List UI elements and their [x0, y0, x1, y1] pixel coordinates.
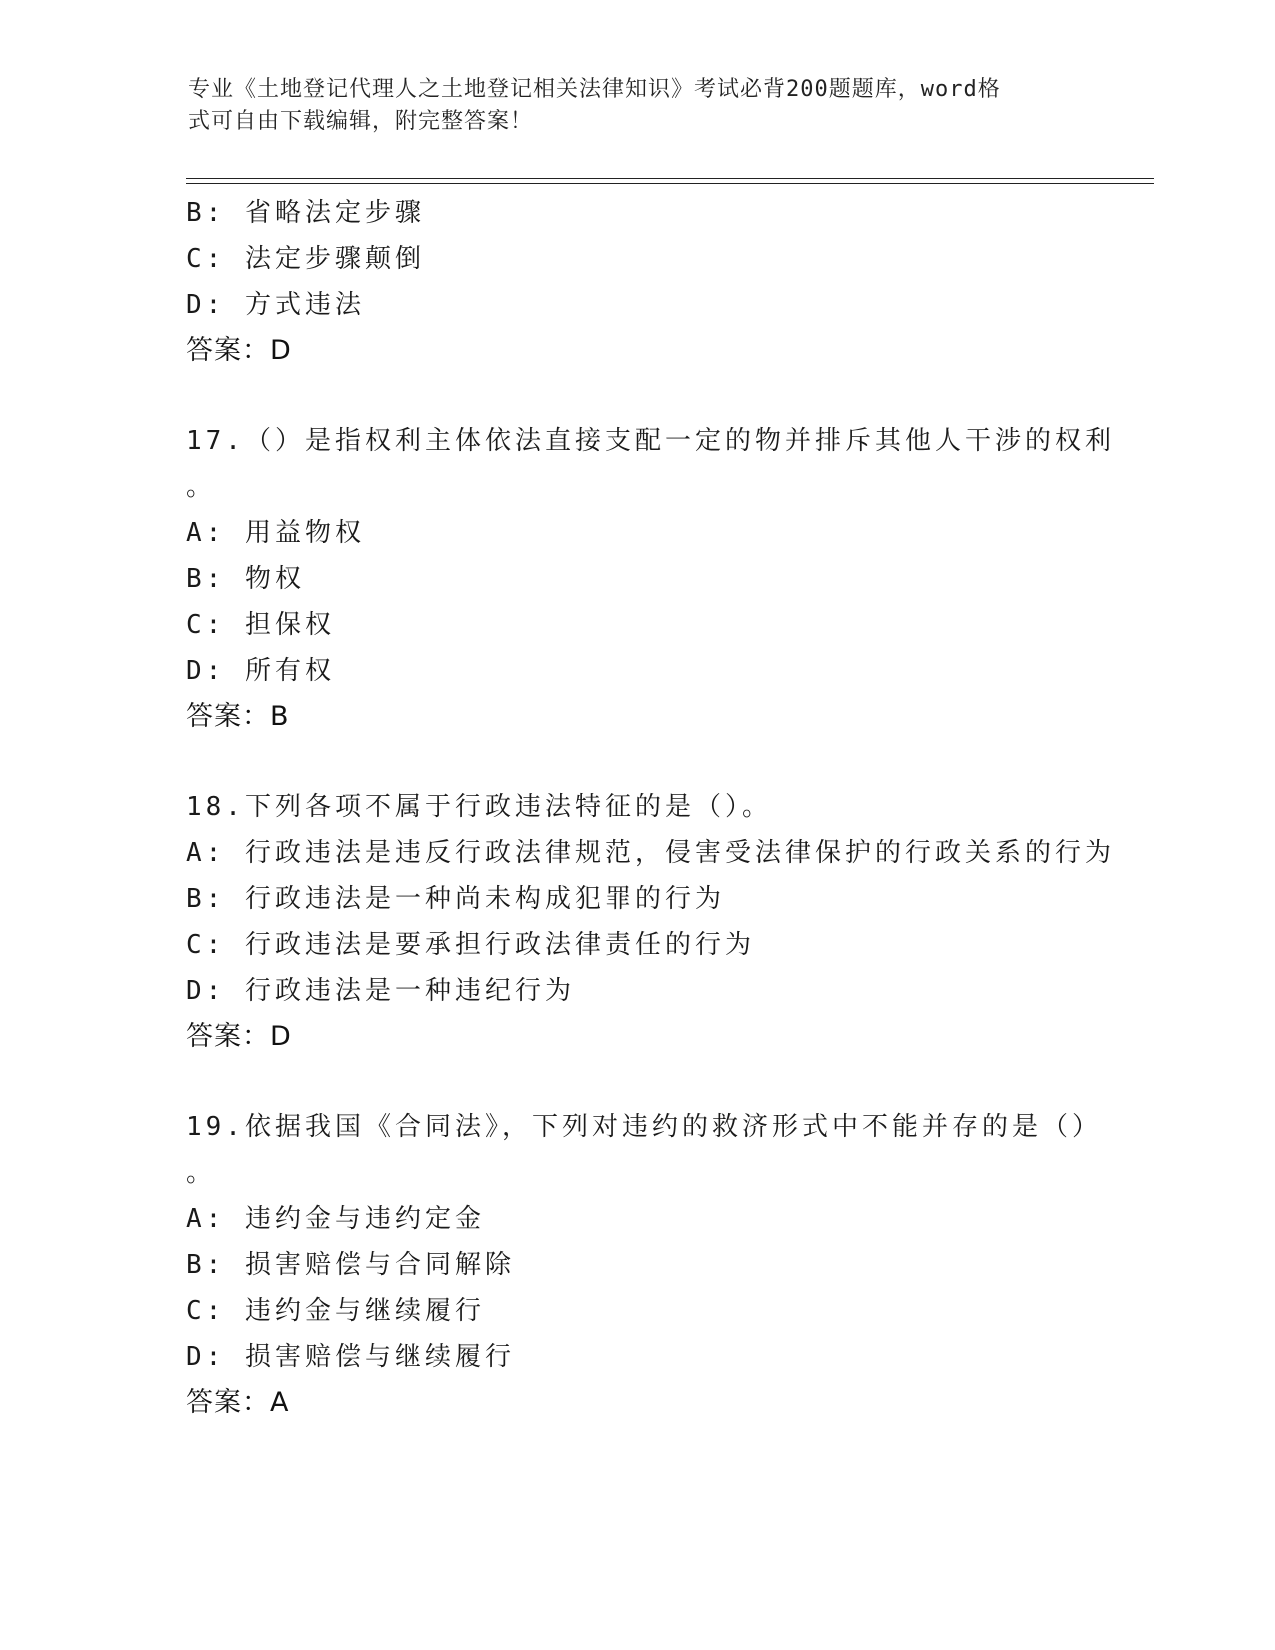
option-b: B: 行政违法是一种尚未构成犯罪的行为 [186, 884, 725, 914]
header-rule-top [186, 178, 1154, 179]
option-b: B: 物权 [186, 564, 305, 594]
option-c: C: 法定步骤颠倒 [186, 244, 425, 274]
question-stem: 19.依据我国《合同法》，下列对违约的救济形式中不能并存的是（） [186, 1112, 1102, 1142]
question-19 [186, 1104, 1102, 1426]
question-16-tail [186, 190, 1086, 374]
document-body [186, 190, 1115, 1426]
document-header [188, 74, 1068, 138]
option-c: C: 违约金与继续履行 [186, 1296, 485, 1326]
question-stem: 18.下列各项不属于行政违法特征的是（）。 [186, 792, 772, 822]
question-17 [186, 418, 1115, 740]
header-line-2: 式可自由下载编辑，附完整答案！ [188, 109, 534, 134]
option-b: B: 省略法定步骤 [186, 198, 425, 228]
answer-line: 答案：D [186, 1021, 292, 1052]
question-stem-continuation: 。 [186, 1158, 217, 1188]
question-stem-continuation: 。 [186, 472, 217, 502]
header-rule-bottom [186, 183, 1154, 184]
option-d: D: 损害赔偿与继续履行 [186, 1342, 515, 1372]
option-a: A: 行政违法是违反行政法律规范，侵害受法律保护的行政关系的行为 [186, 838, 1115, 868]
header-line-1: 专业《土地登记代理人之土地登记相关法律知识》考试必背200题题库，word格 [188, 77, 1001, 102]
question-stem: 17.（）是指权利主体依法直接支配一定的物并排斥其他人干涉的权利 [186, 426, 1115, 456]
option-d: D: 方式违法 [186, 290, 365, 320]
question-18 [186, 784, 1115, 1060]
option-b: B: 损害赔偿与合同解除 [186, 1250, 515, 1280]
answer-line: 答案：A [186, 1387, 290, 1418]
option-d: D: 行政违法是一种违纪行为 [186, 976, 575, 1006]
option-a: A: 用益物权 [186, 518, 365, 548]
answer-line: 答案：B [186, 701, 290, 732]
option-a: A: 违约金与违约定金 [186, 1204, 485, 1234]
option-c: C: 担保权 [186, 610, 335, 640]
option-c: C: 行政违法是要承担行政法律责任的行为 [186, 930, 755, 960]
answer-line: 答案：D [186, 335, 292, 366]
option-d: D: 所有权 [186, 656, 335, 686]
